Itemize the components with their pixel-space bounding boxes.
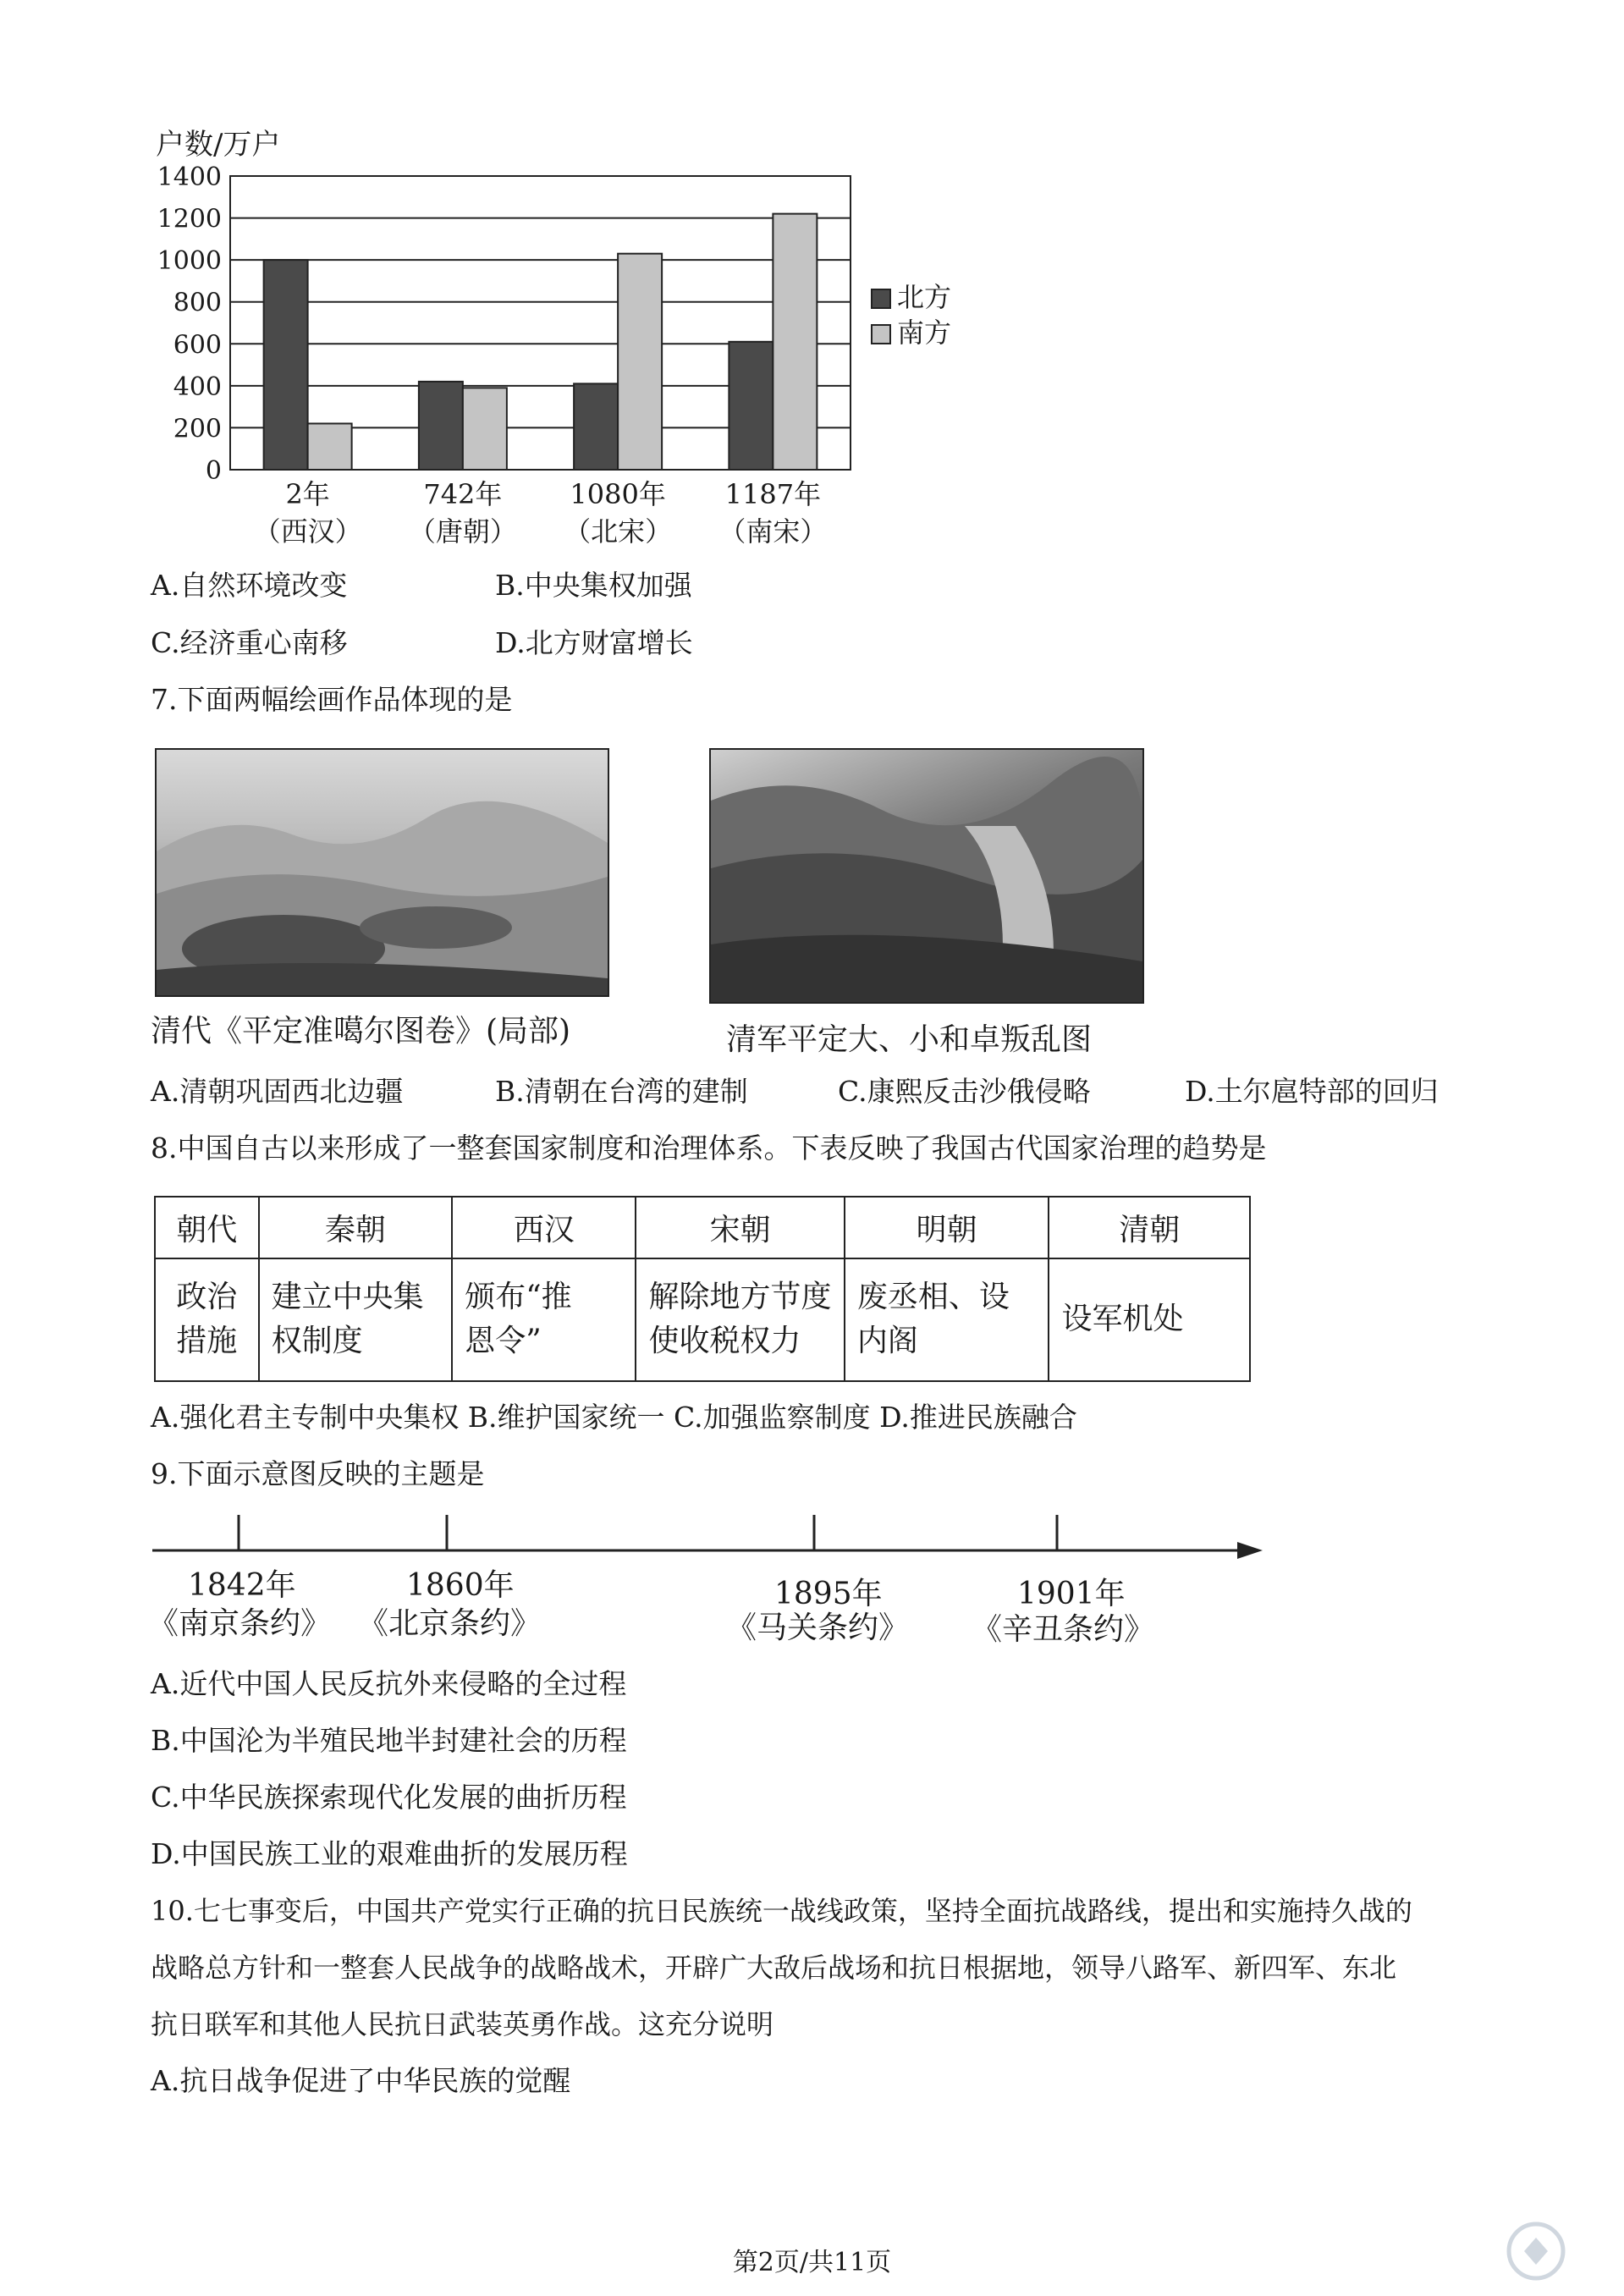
q6-option-c: C.经济重心南移 bbox=[151, 626, 348, 659]
q9-option-d: D.中国民族工业的艰难曲折的发展历程 bbox=[151, 1837, 628, 1870]
cell-line: 恩令” bbox=[465, 1324, 542, 1359]
table-cell: 明朝 bbox=[845, 1197, 1049, 1258]
cell-line: 设军机处 bbox=[1061, 1302, 1184, 1337]
table-cell: 清朝 bbox=[1049, 1197, 1250, 1258]
q6-option-a: A.自然环境改变 bbox=[151, 569, 348, 602]
watermark-logo-icon bbox=[1502, 2217, 1595, 2285]
table-cell bbox=[636, 1258, 844, 1381]
q9-option-b: B.中国沦为半殖民地半封建社会的历程 bbox=[151, 1724, 627, 1757]
timeline-year: 1842年 bbox=[188, 1568, 296, 1603]
page-footer: 第2页/共11页 bbox=[732, 2248, 892, 2277]
chart-bar bbox=[463, 388, 507, 470]
table-cell bbox=[259, 1258, 453, 1381]
table-header-line: 政治 bbox=[176, 1280, 238, 1315]
table-cell bbox=[845, 1258, 1049, 1381]
q9-option-c: C.中华民族探索现代化发展的曲折历程 bbox=[151, 1781, 627, 1814]
q7-option-a: A.清朝巩固西北边疆 bbox=[151, 1075, 404, 1108]
chart-bar bbox=[729, 342, 773, 470]
table-header-dynasty: 朝代 bbox=[155, 1197, 259, 1258]
chart-ylabel: 户数/万户 bbox=[156, 128, 281, 162]
q10-option-a: A.抗日战争促进了中华民族的觉醒 bbox=[151, 2064, 571, 2097]
table-row bbox=[155, 1197, 1250, 1258]
table-cell: 秦朝 bbox=[259, 1197, 453, 1258]
cell-line: 使收税权力 bbox=[648, 1324, 801, 1359]
table-cell bbox=[1049, 1258, 1250, 1381]
chart-ytick-label: 400 bbox=[173, 372, 222, 402]
chart-legend-swatch bbox=[872, 289, 890, 308]
chart-ytick-label: 0 bbox=[205, 456, 222, 486]
chart-ytick-label: 200 bbox=[173, 414, 222, 444]
table-header-line: 措施 bbox=[176, 1324, 238, 1359]
chart-xtick-year: 1187年 bbox=[724, 478, 822, 510]
chart-bar bbox=[419, 382, 463, 470]
q10-line-3: 抗日联军和其他人民抗日武装英勇作战。这充分说明 bbox=[151, 2008, 774, 2040]
chart-bar bbox=[773, 214, 817, 470]
timeline-year: 1860年 bbox=[406, 1568, 515, 1603]
chart-xtick-dynasty: （唐朝） bbox=[408, 515, 517, 548]
q6-option-d: D.北方财富增长 bbox=[495, 626, 693, 659]
chart-xtick-dynasty: （北宋） bbox=[564, 515, 673, 548]
table-row bbox=[155, 1258, 1250, 1381]
chart-ytick-label: 600 bbox=[173, 330, 222, 361]
cell-line: 颁布“推 bbox=[465, 1280, 572, 1315]
timeline-arrow-icon bbox=[1237, 1542, 1263, 1559]
cell-line: 内阁 bbox=[856, 1324, 918, 1359]
painting-dzungar-landscape bbox=[157, 750, 608, 995]
chart-xtick-year: 1080年 bbox=[570, 478, 666, 510]
q7-option-c: C.康熙反击沙俄侵略 bbox=[838, 1075, 1091, 1108]
timeline-year: 1901年 bbox=[1017, 1577, 1126, 1611]
governance-table bbox=[154, 1196, 1251, 1382]
painting-khoja-rebellion bbox=[709, 748, 1144, 1004]
q10-line-1: 10.七七事变后，中国共产党实行正确的抗日民族统一战线政策，坚持全面抗战路线，提出和实施持久战的 bbox=[151, 1895, 1412, 1927]
q7-right-caption: 清军平定大、小和卓叛乱图 bbox=[726, 1022, 1093, 1057]
q8-stem: 8.中国自古以来形成了一整套国家制度和治理体系。下表反映了我国古代国家治理的趋势是 bbox=[151, 1131, 1267, 1165]
chart-bar bbox=[574, 383, 618, 470]
chart-bar bbox=[618, 254, 662, 470]
table-cell: 西汉 bbox=[452, 1197, 636, 1258]
timeline-treaty: 《南京条约》 bbox=[148, 1606, 332, 1641]
chart-ytick-label: 1000 bbox=[157, 246, 222, 277]
chart-xtick-dynasty: （西汉） bbox=[253, 515, 362, 548]
chart-ytick-label: 800 bbox=[173, 288, 222, 318]
cell-line: 解除地方节度 bbox=[648, 1280, 832, 1315]
cell-line: 权制度 bbox=[271, 1324, 363, 1359]
chart-xtick-year: 2年 bbox=[285, 478, 330, 510]
timeline-treaty: 《北京条约》 bbox=[358, 1606, 542, 1641]
timeline-treaty: 《辛丑条约》 bbox=[972, 1612, 1155, 1647]
table-cell: 宋朝 bbox=[636, 1197, 844, 1258]
q9-option-a: A.近代中国人民反抗外来侵略的全过程 bbox=[151, 1667, 627, 1700]
q7-option-d: D.土尔扈特部的回归 bbox=[1185, 1075, 1439, 1108]
q7-left-caption: 清代《平定准噶尔图卷》(局部) bbox=[151, 1014, 571, 1049]
cell-line: 废丞相、设 bbox=[856, 1280, 1010, 1315]
timeline-year: 1895年 bbox=[774, 1577, 883, 1611]
chart-xtick-year: 742年 bbox=[423, 478, 503, 510]
q10-line-2: 战略总方针和一整套人民战争的战略战术，开辟广大敌后战场和抗日根据地，领导八路军、新四军、东北 bbox=[151, 1952, 1397, 1984]
chart-xtick-dynasty: （南宋） bbox=[718, 515, 828, 548]
q9-stem: 9.下面示意图反映的主题是 bbox=[151, 1457, 485, 1490]
timeline-treaty: 《马关条约》 bbox=[726, 1611, 910, 1645]
painting-dzungar-scroll bbox=[155, 748, 609, 997]
chart-svg bbox=[135, 118, 982, 559]
chart-bar bbox=[264, 260, 308, 470]
chart-legend-label: 南方 bbox=[897, 317, 952, 349]
chart-bar bbox=[308, 423, 352, 470]
q7-stem: 7.下面两幅绘画作品体现的是 bbox=[151, 683, 513, 716]
table-header-measure bbox=[155, 1258, 259, 1381]
chart-ytick-label: 1400 bbox=[157, 162, 222, 192]
chart-ytick-label: 1200 bbox=[157, 204, 222, 234]
treaty-timeline bbox=[152, 1498, 1269, 1566]
chart-legend-label: 北方 bbox=[897, 281, 952, 313]
painting-khoja-landscape bbox=[711, 750, 1142, 1002]
chart-legend-swatch bbox=[872, 325, 890, 344]
table-cell bbox=[452, 1258, 636, 1381]
q8-options: A.强化君主专制中央集权 B.维护国家统一 C.加强监察制度 D.推进民族融合 bbox=[151, 1401, 1077, 1434]
cell-line: 建立中央集 bbox=[271, 1280, 424, 1315]
q7-option-b: B.清朝在台湾的建制 bbox=[495, 1075, 748, 1108]
q6-option-b: B.中央集权加强 bbox=[495, 569, 692, 602]
